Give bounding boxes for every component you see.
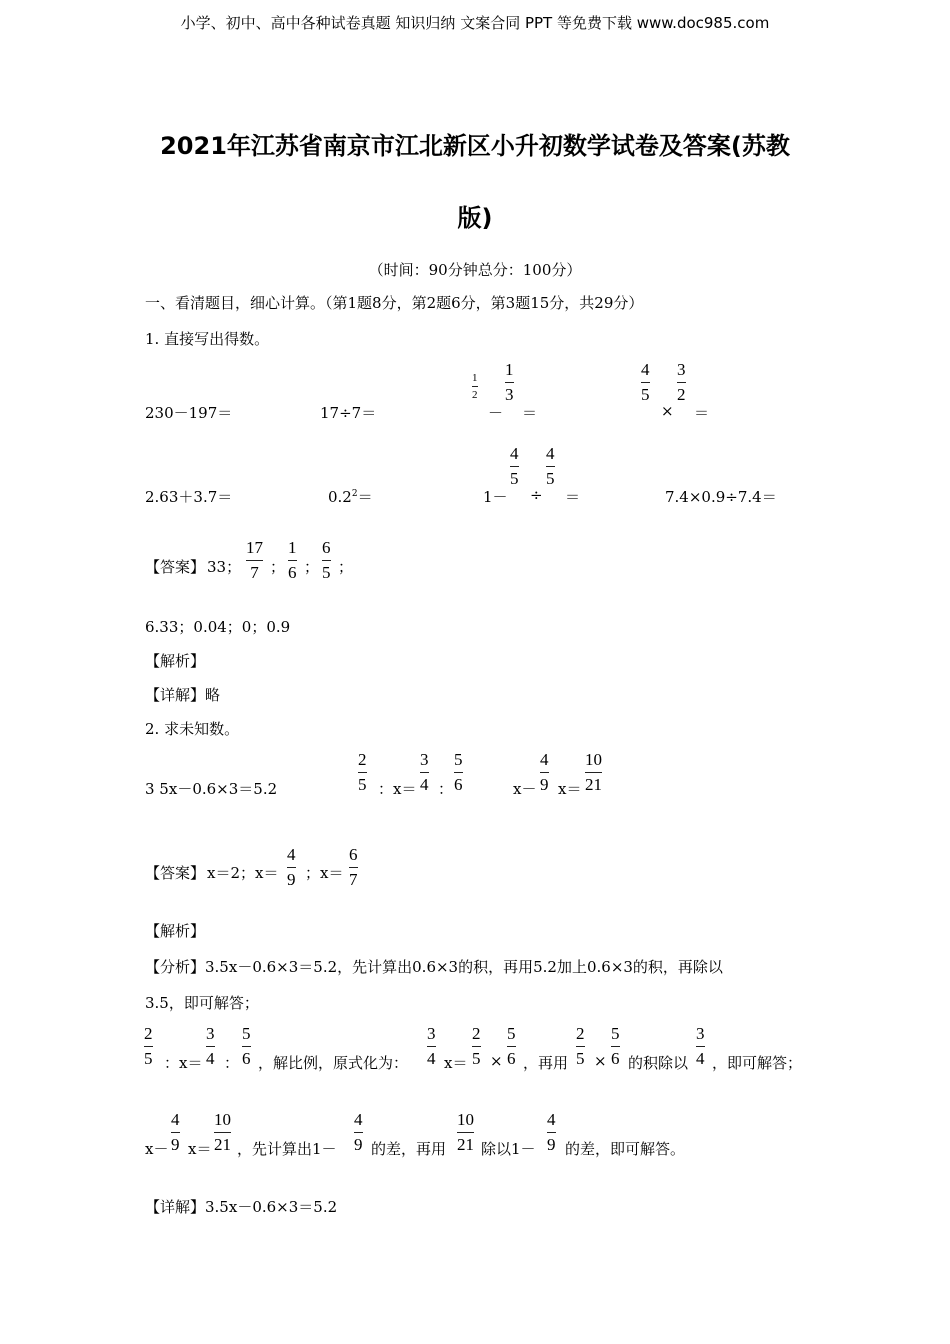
- fraction: 4 9: [171, 1110, 180, 1154]
- page-title-cont: 版): [457, 204, 493, 232]
- separator: ；: [338, 558, 354, 576]
- equation-3-part: x－: [513, 780, 537, 798]
- equation-2-part: ：x＝: [378, 780, 417, 798]
- separator: ；: [270, 558, 286, 576]
- fraction: 6 5: [322, 538, 331, 582]
- fraction: 2 5: [576, 1024, 585, 1068]
- detail-label: 【详解】略: [145, 686, 221, 704]
- answer-value: ；x＝: [305, 864, 344, 882]
- analysis-text: 的积除以: [628, 1054, 689, 1072]
- answer-value: x＝2；x＝: [207, 864, 279, 882]
- op-equals: ＝: [522, 404, 538, 422]
- expr-6: $0.2^2=$: [328, 488, 373, 506]
- fraction: 3 4: [420, 750, 429, 794]
- answer-line-2: 6.33；0.04；0；0.9: [145, 618, 291, 636]
- fraction: 10 21: [585, 750, 602, 794]
- fraction: 6 7: [349, 845, 358, 889]
- analysis-text: 【分析】3.5x－0.6×3＝5.2，先计算出0.6×3的积，再用5.2加上0.6×3的积，再除以: [145, 958, 723, 976]
- expr-2: 17÷7＝: [320, 404, 377, 422]
- fraction: 4 9: [547, 1110, 556, 1154]
- exam-time: （时间：90分钟总分：100分）: [368, 261, 582, 279]
- analysis-text: ×: [594, 1052, 607, 1070]
- fraction: 4 9: [354, 1110, 363, 1154]
- expr-1: 230－197＝: [145, 404, 233, 422]
- expr-7-prefix: 1－: [483, 488, 508, 506]
- fraction: 4 5: [510, 444, 519, 488]
- answer-label: 【答案】: [145, 864, 206, 882]
- site-header: 小学、初中、高中各种试卷真题 知识归纳 文案合同 PPT 等免费下载 www.doc985.com: [180, 14, 770, 32]
- fraction: 5 6: [507, 1024, 516, 1068]
- analysis-text: x＝: [444, 1054, 468, 1072]
- analysis-text: ，即可解答；: [712, 1054, 803, 1072]
- question-2-label: 2. 求未知数。: [145, 720, 240, 738]
- fraction: 1 3: [505, 360, 514, 404]
- question-1-label: 1. 直接写出得数。: [145, 330, 270, 348]
- fraction: 10 21: [457, 1110, 474, 1154]
- op-equals: ＝: [694, 404, 710, 422]
- analysis-text: 3.5，即可解答；: [145, 994, 259, 1012]
- expr-8: 7.4×0.9÷7.4＝: [665, 488, 777, 506]
- fraction: 5 6: [242, 1024, 251, 1068]
- detail-text: 【详解】3.5x－0.6×3＝5.2: [145, 1198, 338, 1216]
- section-heading: 一、看清题目，细心计算。（第1题8分，第2题6分，第3题15分，共29分）: [145, 294, 644, 312]
- fraction: 2 5: [144, 1024, 153, 1068]
- answer-value: 33；: [207, 558, 242, 576]
- separator: ；: [304, 558, 320, 576]
- fraction: 3 4: [696, 1024, 705, 1068]
- analysis-label: 【解析】: [145, 922, 206, 940]
- fraction: 3 4: [427, 1024, 436, 1068]
- fraction: 2 5: [358, 750, 367, 794]
- answer-label: 【答案】: [145, 558, 206, 576]
- fraction: 1 2: [472, 372, 478, 401]
- analysis-text: ，解比例，原式化为：: [258, 1054, 409, 1072]
- fraction: 3 4: [206, 1024, 215, 1068]
- equation-1: 3 5x－0.6×3＝5.2: [145, 780, 278, 798]
- analysis-label: 【解析】: [145, 652, 206, 670]
- fraction: 2 5: [472, 1024, 481, 1068]
- analysis-text: x－: [145, 1140, 169, 1158]
- op-minus: －: [488, 404, 504, 422]
- fraction: 10 21: [214, 1110, 231, 1154]
- analysis-text: 的差，再用: [371, 1140, 447, 1158]
- op-divide: ÷: [530, 486, 543, 504]
- fraction: 3 2: [677, 360, 686, 404]
- analysis-text: ：x＝: [164, 1054, 203, 1072]
- fraction: 4 5: [546, 444, 555, 488]
- fraction: 17 7: [246, 538, 263, 582]
- equation-2-part: ：: [438, 780, 454, 798]
- op-times: ×: [661, 402, 674, 420]
- analysis-text: 除以1－: [481, 1140, 536, 1158]
- analysis-text: x＝: [188, 1140, 212, 1158]
- analysis-text: ，再用: [523, 1054, 569, 1072]
- fraction: 5 6: [611, 1024, 620, 1068]
- fraction: 4 9: [287, 845, 296, 889]
- analysis-text: ×: [490, 1052, 503, 1070]
- fraction: 4 5: [641, 360, 650, 404]
- equation-3-part: x＝: [558, 780, 582, 798]
- analysis-text: ：: [224, 1054, 240, 1072]
- analysis-text: 的差，即可解答。: [565, 1140, 686, 1158]
- op-equals: ＝: [565, 488, 581, 506]
- page-title: 2021年江苏省南京市江北新区小升初数学试卷及答案(苏教: [160, 132, 790, 160]
- analysis-text: ，先计算出1－: [237, 1140, 337, 1158]
- expr-5: 2.63＋3.7＝: [145, 488, 233, 506]
- fraction: 4 9: [540, 750, 549, 794]
- fraction: 5 6: [454, 750, 463, 794]
- fraction: 1 6: [288, 538, 297, 582]
